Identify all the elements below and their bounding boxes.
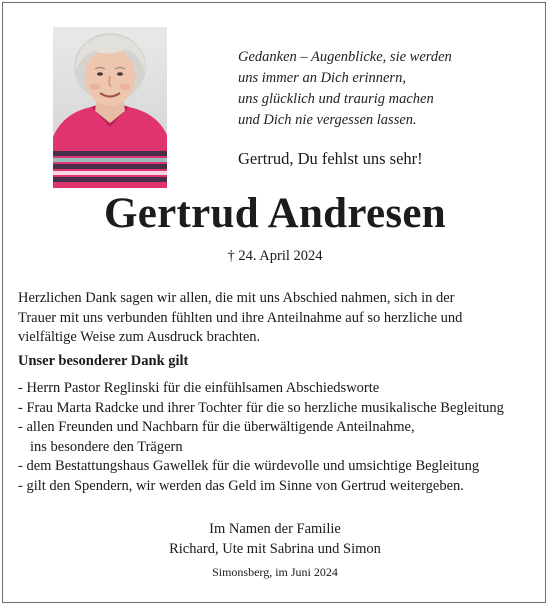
list-item: - Herrn Pastor Reglinski für die einfühlsamen Abschiedsworte [18,380,380,396]
list-item-continuation: ins besondere den Trägern [30,438,183,455]
poem-line: Gedanken – Augenblicke, sie werden [238,49,452,65]
special-thanks-list [18,379,538,496]
thanks-line: Trauer mit uns verbunden fühlten und ihre Anteilnahme auf so herzliche und [18,309,463,326]
death-date: † 24. April 2024 [227,248,323,264]
list-item: - allen Freunden und Nachbarn für die überwältigende Anteilnahme, [18,419,415,435]
list-item: - Frau Marta Radcke und ihrer Tochter für die so herzliche musikalische Begleitung [18,399,504,416]
list-item: - gilt den Spendern, wir werden das Geld im Sinne von Gertrud weitergeben. [18,477,464,494]
special-thanks-heading: Unser besonderer Dank gilt [18,353,189,369]
family-names: Richard, Ute mit Sabrina und Simon [169,540,381,557]
place-and-date: Simonsberg, im Juni 2024 [212,565,338,579]
thanks-paragraph [18,289,538,348]
portrait-illustration [53,27,167,188]
family-signature [0,520,550,559]
thanks-line: vielfältige Weise zum Ausdruck brachten. [18,329,261,345]
poem-line: und Dich nie vergessen lassen. [238,112,417,128]
deceased-name: Gertrud Andresen [103,190,447,237]
list-item: - dem Bestattungshaus Gawellek für die würdevolle und umsichtige Begleitung [18,458,480,474]
poem-line: uns glücklich und traurig machen [238,91,434,107]
family-line: Im Namen der Familie [209,521,341,537]
portrait-photo [53,27,167,188]
thanks-line: Herzlichen Dank sagen wir allen, die mit uns Abschied nahmen, sich in der [18,290,455,306]
missed-you-line: Gertrud, Du fehlst uns sehr! [238,149,423,168]
poem [238,47,452,131]
poem-line: uns immer an Dich erinnern, [238,70,406,86]
